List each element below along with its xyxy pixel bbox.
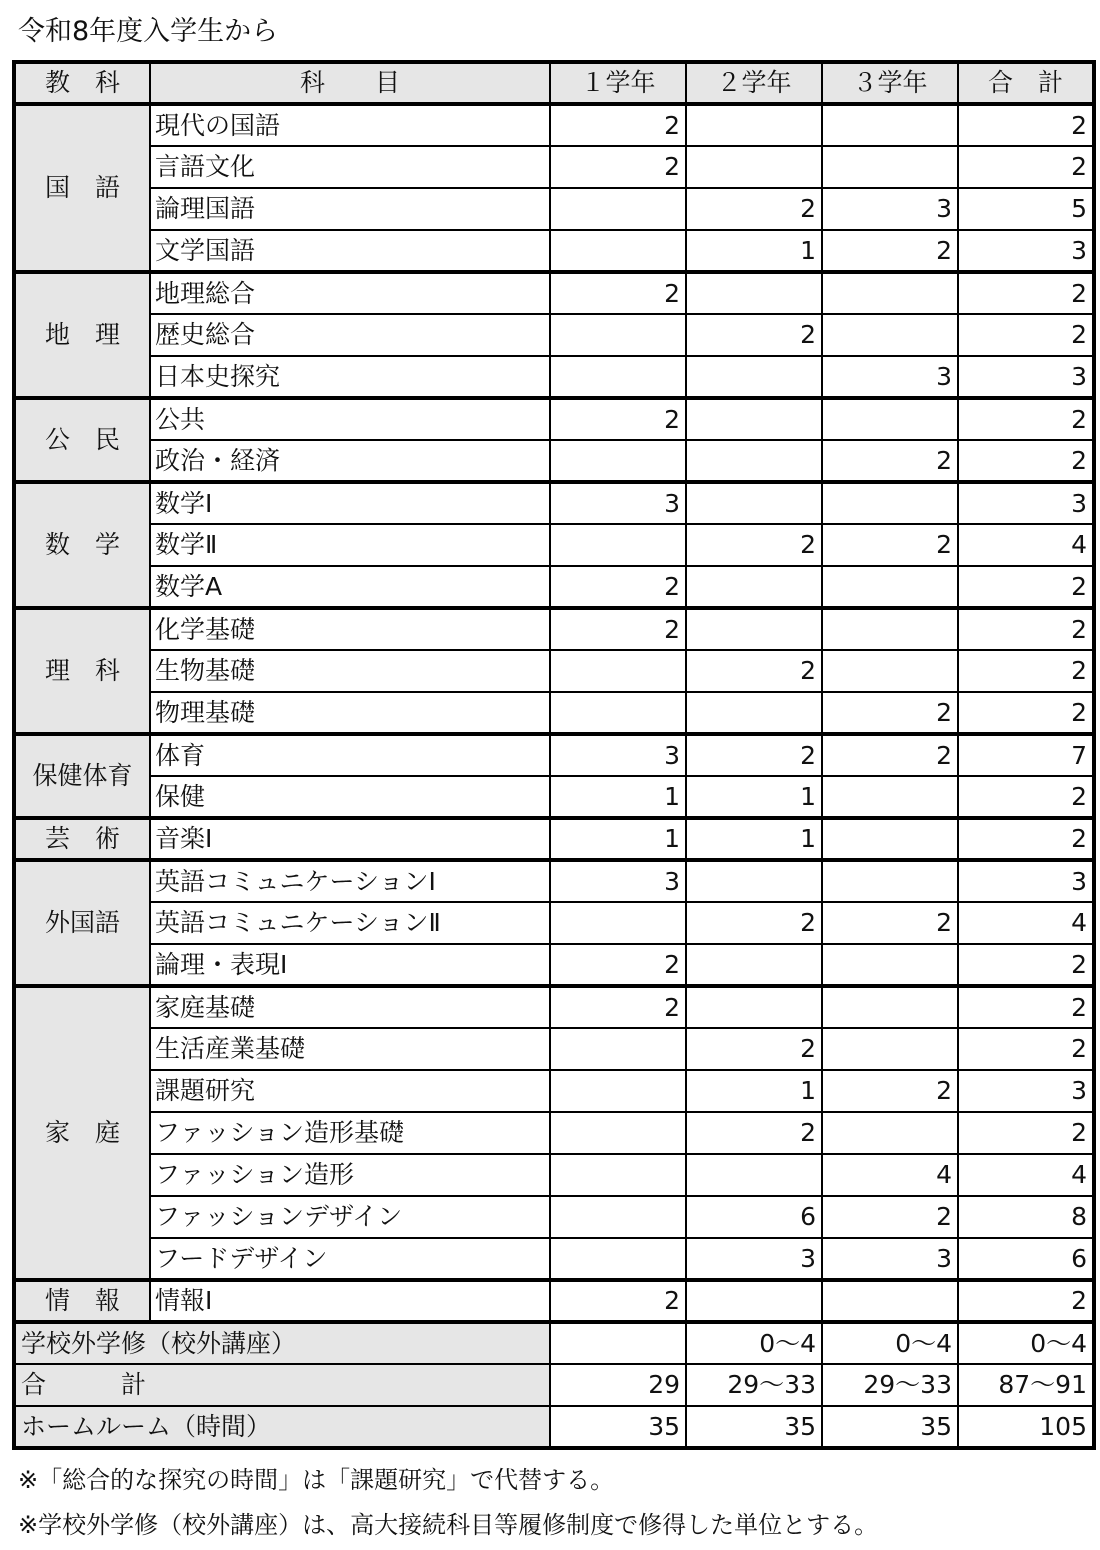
- year1-cell: 2: [550, 986, 686, 1028]
- table-row: [14, 1238, 1094, 1280]
- year1-cell: 2: [550, 944, 686, 986]
- year3-cell: [822, 776, 958, 818]
- year1-cell: 1: [550, 818, 686, 860]
- year1-cell: 2: [550, 146, 686, 188]
- year3-cell: [822, 314, 958, 356]
- subject-cell: 論理・表現Ⅰ: [150, 944, 550, 986]
- table-row: [14, 146, 1094, 188]
- category-cell: 地 理: [14, 272, 150, 398]
- year1-cell: 3: [550, 860, 686, 902]
- year2-cell: [686, 860, 822, 902]
- year1-cell: [550, 1196, 686, 1238]
- header-row: [14, 62, 1094, 104]
- summary-label: 学校外学修（校外講座）: [14, 1322, 550, 1364]
- year3-cell: 2: [822, 440, 958, 482]
- year2-cell: 3: [686, 1238, 822, 1280]
- total-cell: 3: [958, 1070, 1094, 1112]
- year2-cell: [686, 608, 822, 650]
- total-cell: 2: [958, 944, 1094, 986]
- total-cell: 2: [958, 608, 1094, 650]
- year1-cell: [550, 524, 686, 566]
- total-cell: 2: [958, 1112, 1094, 1154]
- year2-cell: 2: [686, 1112, 822, 1154]
- total-cell: 4: [958, 902, 1094, 944]
- year1-cell: [550, 314, 686, 356]
- category-cell: 芸 術: [14, 818, 150, 860]
- year2-cell: [686, 146, 822, 188]
- total-cell: 105: [958, 1406, 1094, 1448]
- table-row: [14, 650, 1094, 692]
- year3-cell: [822, 818, 958, 860]
- curriculum-table: [12, 60, 1096, 1450]
- year2-cell: 2: [686, 650, 822, 692]
- table-row: [14, 524, 1094, 566]
- page-title: 令和8年度入学生から: [18, 16, 279, 47]
- year3-cell: 29～33: [822, 1364, 958, 1406]
- year2-cell: 0～4: [686, 1322, 822, 1364]
- year3-cell: [822, 1280, 958, 1322]
- subject-cell: 生活産業基礎: [150, 1028, 550, 1070]
- header-subject: 科 目: [150, 62, 550, 104]
- note-2: ※学校外学修（校外講座）は、高大接続科目等履修制度で修得した単位とする。: [18, 1511, 879, 1539]
- total-cell: 3: [958, 230, 1094, 272]
- year3-cell: [822, 860, 958, 902]
- table-row: [14, 482, 1094, 524]
- table-row: [14, 818, 1094, 860]
- total-cell: 2: [958, 818, 1094, 860]
- subject-cell: 数学A: [150, 566, 550, 608]
- year2-cell: [686, 1280, 822, 1322]
- table-row: [14, 692, 1094, 734]
- total-cell: 2: [958, 1280, 1094, 1322]
- year2-cell: 2: [686, 524, 822, 566]
- year3-cell: [822, 482, 958, 524]
- year1-cell: [550, 356, 686, 398]
- year3-cell: [822, 1112, 958, 1154]
- total-cell: 4: [958, 1154, 1094, 1196]
- year1-cell: [550, 230, 686, 272]
- subject-cell: 現代の国語: [150, 104, 550, 146]
- total-cell: 2: [958, 566, 1094, 608]
- category-cell: 情 報: [14, 1280, 150, 1322]
- subject-cell: 生物基礎: [150, 650, 550, 692]
- year1-cell: [550, 1238, 686, 1280]
- year2-cell: [686, 566, 822, 608]
- year3-cell: [822, 398, 958, 440]
- total-cell: 2: [958, 314, 1094, 356]
- year2-cell: [686, 272, 822, 314]
- year3-cell: 3: [822, 356, 958, 398]
- total-cell: 7: [958, 734, 1094, 776]
- table-row: [14, 566, 1094, 608]
- subject-cell: 数学Ⅰ: [150, 482, 550, 524]
- year2-cell: 1: [686, 776, 822, 818]
- total-cell: 2: [958, 776, 1094, 818]
- subject-cell: 家庭基礎: [150, 986, 550, 1028]
- year3-cell: [822, 650, 958, 692]
- total-cell: 2: [958, 440, 1094, 482]
- total-cell: 3: [958, 356, 1094, 398]
- table-row: [14, 272, 1094, 314]
- year1-cell: [550, 1112, 686, 1154]
- subject-cell: 情報Ⅰ: [150, 1280, 550, 1322]
- year3-cell: [822, 608, 958, 650]
- year3-cell: 0～4: [822, 1322, 958, 1364]
- year2-cell: 2: [686, 314, 822, 356]
- table-row: [14, 734, 1094, 776]
- table-row: [14, 104, 1094, 146]
- year3-cell: 4: [822, 1154, 958, 1196]
- total-cell: 6: [958, 1238, 1094, 1280]
- year3-cell: [822, 272, 958, 314]
- year1-cell: 2: [550, 272, 686, 314]
- year1-cell: 2: [550, 566, 686, 608]
- year1-cell: [550, 692, 686, 734]
- total-cell: 2: [958, 650, 1094, 692]
- year3-cell: 2: [822, 692, 958, 734]
- notes: [18, 1458, 878, 1548]
- subject-cell: 物理基礎: [150, 692, 550, 734]
- year1-cell: [550, 650, 686, 692]
- table-row: [14, 1028, 1094, 1070]
- year1-cell: 35: [550, 1406, 686, 1448]
- year2-cell: [686, 986, 822, 1028]
- table-row: [14, 1196, 1094, 1238]
- category-cell: 数 学: [14, 482, 150, 608]
- year3-cell: [822, 104, 958, 146]
- subject-cell: ファッション造形基礎: [150, 1112, 550, 1154]
- year3-cell: 2: [822, 734, 958, 776]
- year1-cell: [550, 1154, 686, 1196]
- header-category: 教 科: [14, 62, 150, 104]
- table-row: [14, 1280, 1094, 1322]
- total-cell: 5: [958, 188, 1094, 230]
- total-cell: 3: [958, 482, 1094, 524]
- category-cell: 公 民: [14, 398, 150, 482]
- year1-cell: 1: [550, 776, 686, 818]
- year1-cell: [550, 902, 686, 944]
- year2-cell: 2: [686, 1028, 822, 1070]
- table-row: [14, 398, 1094, 440]
- summary-row: [14, 1364, 1094, 1406]
- year2-cell: 2: [686, 734, 822, 776]
- year2-cell: [686, 944, 822, 986]
- subject-cell: ファッション造形: [150, 1154, 550, 1196]
- total-cell: 2: [958, 692, 1094, 734]
- year2-cell: [686, 104, 822, 146]
- total-cell: 2: [958, 272, 1094, 314]
- year1-cell: [550, 440, 686, 482]
- table-row: [14, 230, 1094, 272]
- year1-cell: 2: [550, 398, 686, 440]
- year2-cell: 2: [686, 902, 822, 944]
- subject-cell: 音楽Ⅰ: [150, 818, 550, 860]
- year1-cell: [550, 1028, 686, 1070]
- summary-label: ホームルーム（時間）: [14, 1406, 550, 1448]
- table-row: [14, 902, 1094, 944]
- subject-cell: 地理総合: [150, 272, 550, 314]
- year2-cell: 29～33: [686, 1364, 822, 1406]
- subject-cell: 公共: [150, 398, 550, 440]
- year1-cell: 2: [550, 608, 686, 650]
- summary-row: [14, 1406, 1094, 1448]
- subject-cell: 英語コミュニケーションⅡ: [150, 902, 550, 944]
- total-cell: 3: [958, 860, 1094, 902]
- summary-label: 合 計: [14, 1364, 550, 1406]
- year2-cell: [686, 692, 822, 734]
- total-cell: 87～91: [958, 1364, 1094, 1406]
- total-cell: 2: [958, 1028, 1094, 1070]
- year2-cell: 6: [686, 1196, 822, 1238]
- year3-cell: [822, 1028, 958, 1070]
- header-year1: １学年: [550, 62, 686, 104]
- note-1: ※「総合的な探究の時間」は「課題研究」で代替する。: [18, 1466, 615, 1494]
- table-row: [14, 1154, 1094, 1196]
- subject-cell: 日本史探究: [150, 356, 550, 398]
- subject-cell: フードデザイン: [150, 1238, 550, 1280]
- table-row: [14, 944, 1094, 986]
- table-row: [14, 1070, 1094, 1112]
- total-cell: 2: [958, 986, 1094, 1028]
- subject-cell: 課題研究: [150, 1070, 550, 1112]
- subject-cell: 論理国語: [150, 188, 550, 230]
- year2-cell: 1: [686, 818, 822, 860]
- year1-cell: 2: [550, 1280, 686, 1322]
- year2-cell: 1: [686, 230, 822, 272]
- total-cell: 0～4: [958, 1322, 1094, 1364]
- table-row: [14, 608, 1094, 650]
- total-cell: 4: [958, 524, 1094, 566]
- subject-cell: 保健: [150, 776, 550, 818]
- year2-cell: [686, 398, 822, 440]
- summary-row: [14, 1322, 1094, 1364]
- table-row: [14, 188, 1094, 230]
- year2-cell: 1: [686, 1070, 822, 1112]
- category-cell: 家 庭: [14, 986, 150, 1280]
- table-row: [14, 776, 1094, 818]
- year1-cell: [550, 1322, 686, 1364]
- year1-cell: 29: [550, 1364, 686, 1406]
- subject-cell: 体育: [150, 734, 550, 776]
- subject-cell: 政治・経済: [150, 440, 550, 482]
- year1-cell: [550, 188, 686, 230]
- subject-cell: 数学Ⅱ: [150, 524, 550, 566]
- year1-cell: [550, 1070, 686, 1112]
- category-cell: 国 語: [14, 104, 150, 272]
- table-row: [14, 314, 1094, 356]
- table-row: [14, 1112, 1094, 1154]
- year3-cell: 2: [822, 230, 958, 272]
- total-cell: 2: [958, 104, 1094, 146]
- subject-cell: 言語文化: [150, 146, 550, 188]
- header-total: 合 計: [958, 62, 1094, 104]
- year2-cell: [686, 1154, 822, 1196]
- subject-cell: 歴史総合: [150, 314, 550, 356]
- subject-cell: 化学基礎: [150, 608, 550, 650]
- year3-cell: [822, 566, 958, 608]
- table-row: [14, 440, 1094, 482]
- table-row: [14, 356, 1094, 398]
- year3-cell: 3: [822, 1238, 958, 1280]
- header-year2: ２学年: [686, 62, 822, 104]
- year3-cell: 2: [822, 524, 958, 566]
- year1-cell: 3: [550, 482, 686, 524]
- category-cell: 理 科: [14, 608, 150, 734]
- year2-cell: [686, 356, 822, 398]
- total-cell: 2: [958, 398, 1094, 440]
- year3-cell: [822, 944, 958, 986]
- year1-cell: 2: [550, 104, 686, 146]
- year3-cell: 2: [822, 1070, 958, 1112]
- year3-cell: 3: [822, 188, 958, 230]
- year2-cell: [686, 440, 822, 482]
- year3-cell: 2: [822, 902, 958, 944]
- header-year3: ３学年: [822, 62, 958, 104]
- year2-cell: 35: [686, 1406, 822, 1448]
- year3-cell: [822, 146, 958, 188]
- year3-cell: [822, 986, 958, 1028]
- category-cell: 保健体育: [14, 734, 150, 818]
- subject-cell: ファッションデザイン: [150, 1196, 550, 1238]
- year3-cell: 35: [822, 1406, 958, 1448]
- table-row: [14, 986, 1094, 1028]
- year1-cell: 3: [550, 734, 686, 776]
- year3-cell: 2: [822, 1196, 958, 1238]
- total-cell: 2: [958, 146, 1094, 188]
- category-cell: 外国語: [14, 860, 150, 986]
- year2-cell: [686, 482, 822, 524]
- year2-cell: 2: [686, 188, 822, 230]
- table-row: [14, 860, 1094, 902]
- total-cell: 8: [958, 1196, 1094, 1238]
- subject-cell: 文学国語: [150, 230, 550, 272]
- subject-cell: 英語コミュニケーションⅠ: [150, 860, 550, 902]
